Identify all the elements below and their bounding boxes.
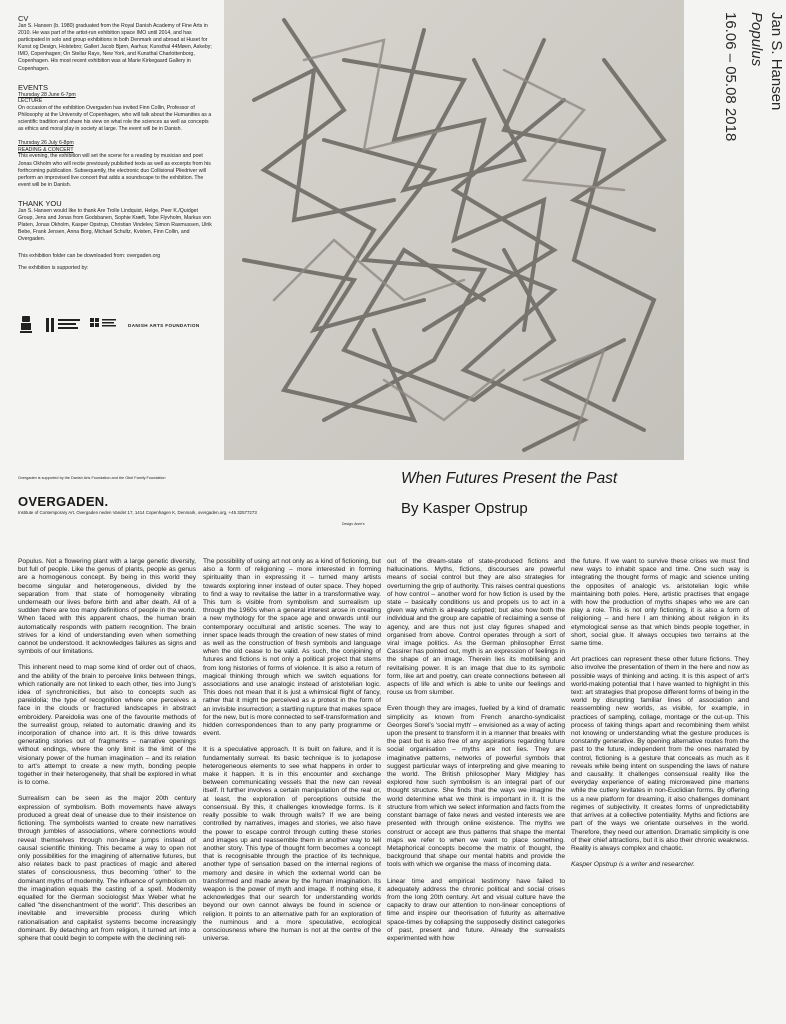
overgaden-logo: OVERGADEN. (18, 494, 109, 509)
essay-column-2 (203, 558, 381, 951)
thanks-heading: THANK YOU (18, 198, 62, 208)
event-text: This evening, the exhibition will set the scene for a reading by musician and poet Jonas Okholm who will recite previously published texts as well as excerpts from his forthcoming publication. Subsequently, the electronic duo Collisional Pliedriver will perform an improvised live concert that adds a soundscape to the exhibition. The event will be in Danish. (18, 153, 211, 188)
paragraph: Surrealism can be seen as the major 20th century expression of symbolism. Both movements have always produced a great deal of unease due to their insistence on fictioning. The symbolists wanted to create new narratives through jumbles of associations, where connections would reveal themselves through non-linear jumps instead of causal scientific thinking. This became a way to open not only possibilities for the imagining of alternative futures, but also relates back to past practices of magic and altered states of consciousness, thus becoming 'other' to the dominant myths of modernity. The influence of symbolism on the imagination equals the casting of a spell. Modernity equalled for the German sociologist Max Weber what he called "the disenchantment of the world". This describes an inevitable and irreversible process during which rationalisation and capitalist systems become increasingly dominant. By detaching art from religion, it turned art into a sphere that could begin to compete with the declining reli- (18, 795, 196, 942)
cv-text: Jan S. Hansen (b. 1980) graduated from the Royal Danish Academy of Fine Arts in 2010. He was part of the artist-run exhibition space IMO until 2014, and has participated in solo and group exhibitions in both Denmark and abroad at Huset for Kunst og Design, Holstebro; Galleri Jacob Bjørn, Aarhus; Kunsthal 44Møen, Askeby; IMO, Copenhagen; On Stellar Rays, New York, and Kunsthal Charlottenborg, Copenhagen. His most recent exhibition was at Marie Kirkegaard Gallery in Copenhagen. (18, 23, 212, 72)
event-date: Thursday 26 July 6-8pm (18, 140, 74, 147)
download-note: This exhibition folder can be downloaded from: overgaden.org (18, 253, 161, 260)
essay-byline: By Kasper Opstrup (401, 500, 528, 517)
essay-column-3 (387, 558, 565, 951)
artwork-photo (224, 0, 684, 460)
footer-support: Overgaden is supported by the Danish Arts Foundation and the Obel Family Foundation (18, 476, 166, 480)
artist-name: Jan S. Hansen (768, 12, 785, 111)
paragraph: Even though they are images, fuelled by a kind of dramatic simplicity as known from French anarcho-syndicalist Georges Sorel's 'social myth' – envisioned as a way of acting upon the present to transform it in a manner that breaks with the past but is also free of any aspirations regarding future social organisation – myths are not lies. They are imaginative patterns, networks of powerful symbols that suggest particular ways of interpreting and give meaning to the world. The British philosopher Mary Midgley has explored how such symbolism is an integral part of our thought structure. She finds that the ways we imagine the world determine what we think is important in it. It is the structure from which we select information and facts from the constant barrage of fake news and vested interests we are presented with through online existence. The myths we construct or accept are thus patterns that shape the mental maps we refer to when we want to place something. Metaphorical concepts become the matrix of thought, the background that shape our mental habits and provide the tools with which we organise the mass of incoming data. (387, 705, 565, 869)
rope-sculpture-image (224, 0, 684, 460)
info-column (18, 14, 214, 273)
event-type: LECTURE (18, 98, 43, 105)
event-date: Thursday 28 June 6-7pm (18, 91, 76, 98)
paragraph: It is a speculative approach. It is built on failure, and it is fundamentally surreal. Its basic technique is to juxtapose heterogeneous elements to see what happens in order to make it happen. It is in this encounter and exchange between communicating vessels that the new can reveal itself. It further involves a certain manipulation of the real or, at least, the exploration of perceptions outside the consensual. By this, it challenges knowledge forms. Is it really possible to walk through walls? If we are being controlled by narratives, images and stories, we also have the power to escape control through cutting these stories and images up and reassemble them in another way to tell another story. This type of thought form becomes a concept that is recognisable through the practice of its technique, another type of sensation based on the internal regions of memory and desire in which the external world can be transformed and made anew by the human imagination. Its weapon is the power of myth and image. If nothing else, it acknowledges that our search for understanding worlds beyond our own cannot always be found in science or religion. It points to an alternative path for an exploration of the numinous and a more speculative, ecological consciousness where the human is not at the centre of the universe. (203, 746, 381, 943)
essay-column-1 (18, 558, 196, 951)
event-2 (18, 140, 214, 189)
paragraph: The possibility of using art not only as a kind of fictioning, but also a form of religioning – more interested in forming spirituality than in expressing it – turned many artists towards exploring inner instead of outer space. They hoped to find a way to revitalise the latter in a transformative way. This turn is visible from symbolism and surrealism up through the 1960s when a general interest arose in creating a new mythology for the space age and onwards until our contemporary occultural and artistic scenes. The way to inner space leads through the creation of new states of mind as well as the construction of fresh symbols and language when the old cease to be valid. As such, the conjoining of futures and fictions is not only a political project that stems from long histories of forms of violence. It is also a return of magical thinking through which we switch equations for associations and use analogic instead of aristotelian logic. This does not mean that it is just a whimsical flight of fancy, rather that it might be perceived as a protest in the form of an invisible insurrection; a startling rupture that makes space for the new, but is more connected to self-transformation and hidden correspondences than to any party programme or event. (203, 558, 381, 738)
exhibition-dates: 16.06 – 05.08 2018 (722, 12, 739, 142)
artist-vertical-title (720, 12, 786, 141)
event-text: On occasion of the exhibition Overgaden has invited Finn Collin, Professor of Philosophy at the University of Copenhagen, who will talk about the Humanities as a scientific tradition and share his view on what role the sciences as well as concepts as ethics and moral play in society at large. The event will be in Danish. (18, 104, 212, 133)
essay-column-4 (571, 558, 749, 877)
supported-by: The exhibition is supported by: (18, 265, 89, 272)
paragraph: This inherent need to map some kind of order out of chaos, and the ability of the brain to perceive links between things, which rationally are not linked to each other, ties into Jung's idea of synchronicities, but also to concepts such as pareidolia; the type of recognition where one perceives a face in the clouds or fractured landscapes in abstract embroidery. Pareidolia was one of the favourite methods of the surrealist group, related to automatic drawing and its incorporation of chance into art. It is this drive towards generating stories out of fragments – narrative openings without endings, where the only limit is the limit of the visionary power of the human imagination – and its relation to art's attempt to create a new myth, bonding people together in their heterogeneity, that shall be explored in what is to come. (18, 664, 196, 787)
crown-logo-icon (20, 316, 32, 333)
paragraph: Linear time and empirical testimony have failed to adequately address the chronic political and social crises from the long 20th century. Art and visual culture have the capacity to draw our attention to non-linear conceptions of time and inspire our theorisation of futurity as alternative space-times by collapsing the supposedly distinct categories of past, present and future. Already the surrealists experimented with how (387, 877, 565, 942)
event-1 (18, 92, 214, 134)
paragraph: Populus. Not a flowering plant with a large genetic diversity, but full of people. Like the genus of plants, people as genus are a homogenous concept. By being in this world they become singular and heterogeneous, divided by the separation from that state of homogeneity vibrating underneath our lives before birth and after death. All of a sudden there are too many definitions of people in the world. When faced with this apparent chaos, the human brain automatically responds with pattern recognition. The brain strives for a kind of understanding even when something cannot be understood. It acknowledges failures as signs and symbols of our limitations. (18, 558, 196, 656)
paragraph: the future. If we want to survive these crises we must find new ways to inhabit space and time. One such way is integrating the thought forms of magic and science uniting the opposites of analogic vs. aristotelian logic while maintaining both poles. Here, artistic practises that engage with how the production of myths shapes who we are can play a role. This is not only fictioning, it is also a form of religioning – and here I am thinking about religion in its etymological sense as that which binds people together, in short, social glue. It always occupies two terrains at the same time. (571, 558, 749, 648)
essay-title: When Futures Present the Past (401, 470, 618, 487)
obel-logo-icon (90, 318, 116, 327)
event-type: READING & CONCERT (18, 146, 74, 153)
foundation-logo-icon (46, 318, 80, 332)
cv-heading: CV (18, 14, 29, 23)
thanks-text: Jan S. Hansen would like to thank Are Trolle Lindquist, Helge, Peer K./Quidget Group, Jens and Jonas from Godsbanen, Sophie Kræft, Tobe Flyvholm, Markus von Platen, Jonas Okholm, Kasper Opstrup, Christian Vindelev, Simon Rasmussen, Ulrik Bebe, Frank Jensen, Anna Borg, Michael Schultz, Kvisten, Finn Collin, and Overgaden. (18, 207, 212, 243)
sponsor-logos (18, 310, 208, 340)
overgaden-address: Institute of Contemporary Art, Overgaden neden Vandet 17, 1414 Copenhagen K, Denmark, overgaden.org, +45 32577273 (18, 510, 257, 515)
paragraph: Art practices can represent these other future fictions. They also involve the presentation of them in the here and now as possible ways of thinking and acting. It is this aspect of art's world-making potential that I have wanted to highlight in this text: art strategies that propose different forms of being in the world by disrupting familiar lines of association and reassembling new worlds, as visible, for example, in practices of sampling, collage, montage or the cut-up. This process of taking things apart and recombining them whilst not knowing or understanding what the gesture produces is constantly generative. By opening alternative routes from the past to the future, independent from the ones narrated by control, fictioning is a gesture that conceals as much as it reveals while being intent on suspending the laws of nature and causality. It challenges consensual reality like the everyday experience of eating microwaved pine martens while the cutlery levitates in non-Euclidian forms. By offering us a new platform for dreaming, it also challenges dominant regimes of subjectivity. It creates forms of unpredictability that arrives at a collective potentiality. Myths and fictions are part of the ways we orientate ourselves in the world. Therefore, they need our attention. Dramatic simplicity is one of their chief attractions, but it is also their chronic weakness. Reality is always complex and chaotic. (571, 656, 750, 852)
danish-arts-foundation-logo: DANISH ARTS FOUNDATION (128, 323, 200, 328)
design-credit: Design: Anne's (342, 522, 365, 526)
author-bio: Kasper Opstrup is a writer and researcher. (571, 861, 695, 869)
events-heading: EVENTS (18, 82, 49, 92)
exhibition-title: Populus (748, 12, 765, 67)
paragraph: out of the dream-state of state-produced fictions and hallucinations. Myths, fictions, discourses are powerful means of social control but they are also strategies for overturning the grip of authority. This raises central questions of how control – another word for how fiction is used by the state – basically conditions us and propels us to act in a given way which is already scripted; but also how both the individual and the group are capable of reclaiming a sense of agency, and are thus not just clay figures shaped and organised from above. Control operates through a sort of viral image politics. As the German philosopher Ernst Cassirer has pointed out, myth is an expression of feelings in the shape of an image. Therein lies its mobilising and revitalising power. It is an image that due to its symbolic form, like art and poetry, can create connections between all aspects of life and which is able to unite our feelings and rouse us from slumber. (387, 558, 565, 697)
